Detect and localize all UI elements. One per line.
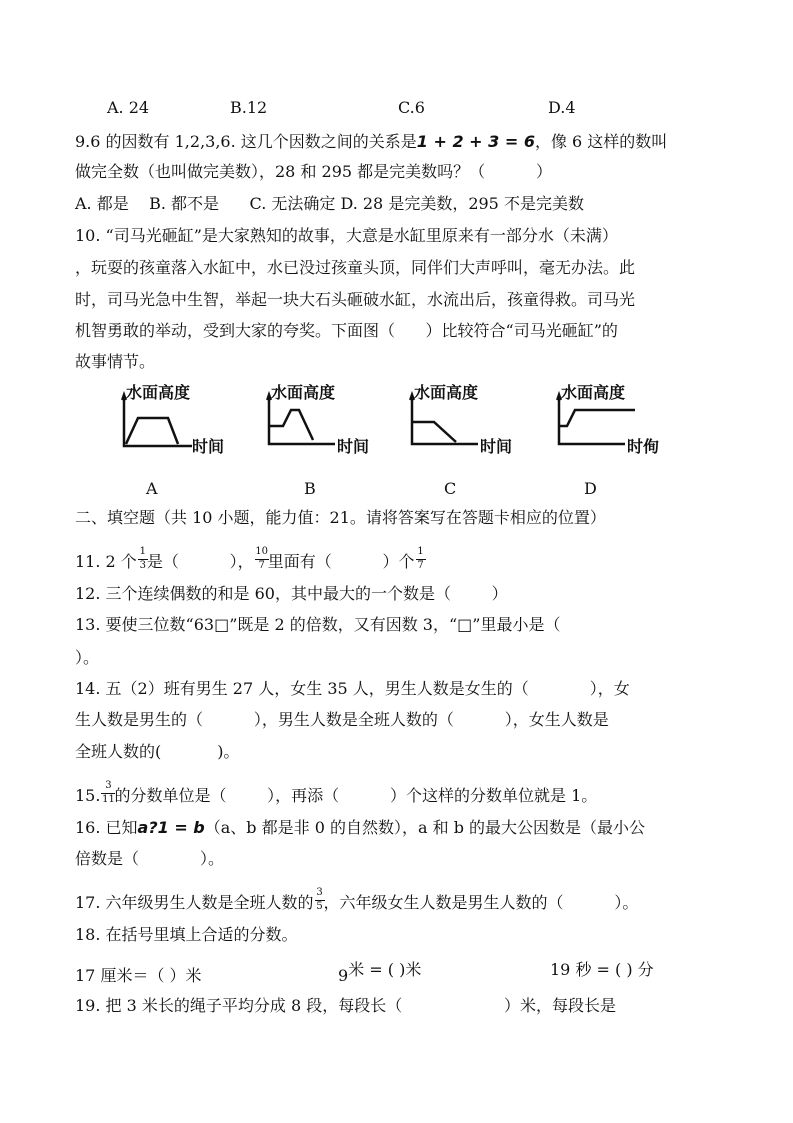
q8-option-c: C.6 <box>398 98 425 117</box>
q15: 15. $\frac{3}{11}$ 的分数单位是（ ），再添（ ）个这样的分数单位就是 1。 <box>75 779 598 805</box>
q11-fraction-3: $\frac{1}{7}$ <box>417 545 424 571</box>
q11: 11. 2 个 $\frac{1}{3}$ 是（ ）， $\frac{10}{7}$ 里面有（ ）个 $\frac{1}{7}$ <box>75 545 424 571</box>
graph-b-plot <box>263 380 403 460</box>
q19: 19. 把 3 米长的绳子平均分成 8 段，每段长（ ）米，每段长是 <box>75 996 616 1015</box>
graph-a-plot <box>118 380 258 460</box>
q11-fraction-2: $\frac{10}{7}$ <box>255 545 269 571</box>
graph-c-title: 水面高度 <box>414 383 479 402</box>
graph-c <box>406 380 546 460</box>
q9-line-2: 做完全数（也叫做完美数），28 和 295 都是完美数吗？（ ） <box>75 162 553 181</box>
q10-line-4: 机智勇敢的举动，受到大家的夸奖。下面图（ ）比较符合“司马光砸缸”的 <box>75 321 618 340</box>
q9-equation: 1 + 2 + 3 = 6 <box>416 132 535 151</box>
q18-item-b: 9米 = ( )米 <box>338 960 422 985</box>
q17-fraction: $\frac{3}{5}$ <box>316 886 323 912</box>
q18: 18. 在括号里填上合适的分数。 <box>75 925 298 944</box>
graph-b-title: 水面高度 <box>271 383 336 402</box>
graph-a-xlabel: 时间 <box>192 437 225 456</box>
q17: 17. 六年级男生人数是全班人数的 $\frac{3}{5}$ ，六年级女生人数是男生人数的（ ）。 <box>75 886 639 912</box>
graph-c-label: C <box>444 479 457 498</box>
q10-line-2: ，玩耍的孩童落入水缸中，水已没过孩童头顶，同伴们大声呼叫，毫无办法。此 <box>75 258 636 277</box>
graph-d <box>553 380 693 460</box>
q10-line-1: 10. “司马光砸缸”是大家熟知的故事，大意是水缸里原来有一部分水（未满） <box>75 226 618 245</box>
section-2-heading: 二、填空题（共 10 小题，能力值：21。请将答案写在答题卡相应的位置） <box>75 508 606 527</box>
graph-d-label: D <box>584 479 597 498</box>
graph-d-title: 水面高度 <box>561 383 626 402</box>
q8-option-a: A. 24 <box>107 98 150 117</box>
q9-options: A. 都是 B. 都不是 C. 无法确定 D. 28 是完美数，295 不是完美数 <box>75 194 584 213</box>
q8-option-d: D.4 <box>548 98 576 117</box>
q16-line-1: 16. 已知a?1 = b（a、b 都是非 0 的自然数），a 和 b 的最大公因数是（最小公 <box>75 818 646 837</box>
q16-line-2: 倍数是（ ）。 <box>75 849 225 868</box>
q10-line-3: 时，司马光急中生智，举起一块大石头砸破水缸，水流出后，孩童得救。司马光 <box>75 290 636 309</box>
q14-line-3: 全班人数的( )。 <box>75 742 240 761</box>
q14-line-1: 14. 五（2）班有男生 27 人，女生 35 人，男生人数是女生的（ ），女 <box>75 679 630 698</box>
graph-d-plot <box>553 380 693 460</box>
q15-fraction: $\frac{3}{11}$ <box>102 779 115 805</box>
graph-b <box>263 380 403 460</box>
q18-item-a: 17 厘米＝（ ）米 <box>75 966 202 985</box>
q13-line-2: ）。 <box>75 648 100 667</box>
q16-equation: a?1 = b <box>137 818 205 837</box>
graph-a-title: 水面高度 <box>126 383 191 402</box>
graph-a-label: A <box>146 479 158 498</box>
q13-line-1: 13. 要使三位数“63□”既是 2 的倍数，又有因数 3，“□”里最小是（ <box>75 615 561 634</box>
q18-item-c: 19 秒 = ( ) 分 <box>550 960 654 979</box>
graph-d-xlabel: 时侚 <box>627 437 660 456</box>
graph-c-plot <box>406 380 546 460</box>
q12: 12. 三个连续偶数的和是 60，其中最大的一个数是（ ） <box>75 584 508 603</box>
q10-line-5: 故事情节。 <box>75 352 156 371</box>
graph-a <box>118 380 258 460</box>
graph-c-xlabel: 时间 <box>480 437 513 456</box>
q8-option-b: B.12 <box>230 98 268 117</box>
q9-line-1: 9.6 的因数有 1,2,3,6. 这几个因数之间的关系是1 + 2 + 3 = 6，像 6 这样的数叫 <box>75 132 668 151</box>
q11-fraction-1: $\frac{1}{3}$ <box>139 545 146 571</box>
graph-b-label: B <box>304 479 316 498</box>
graph-b-xlabel: 时间 <box>337 437 370 456</box>
q14-line-2: 生人数是男生的（ ），男生人数是全班人数的（ ），女生人数是 <box>75 710 609 729</box>
